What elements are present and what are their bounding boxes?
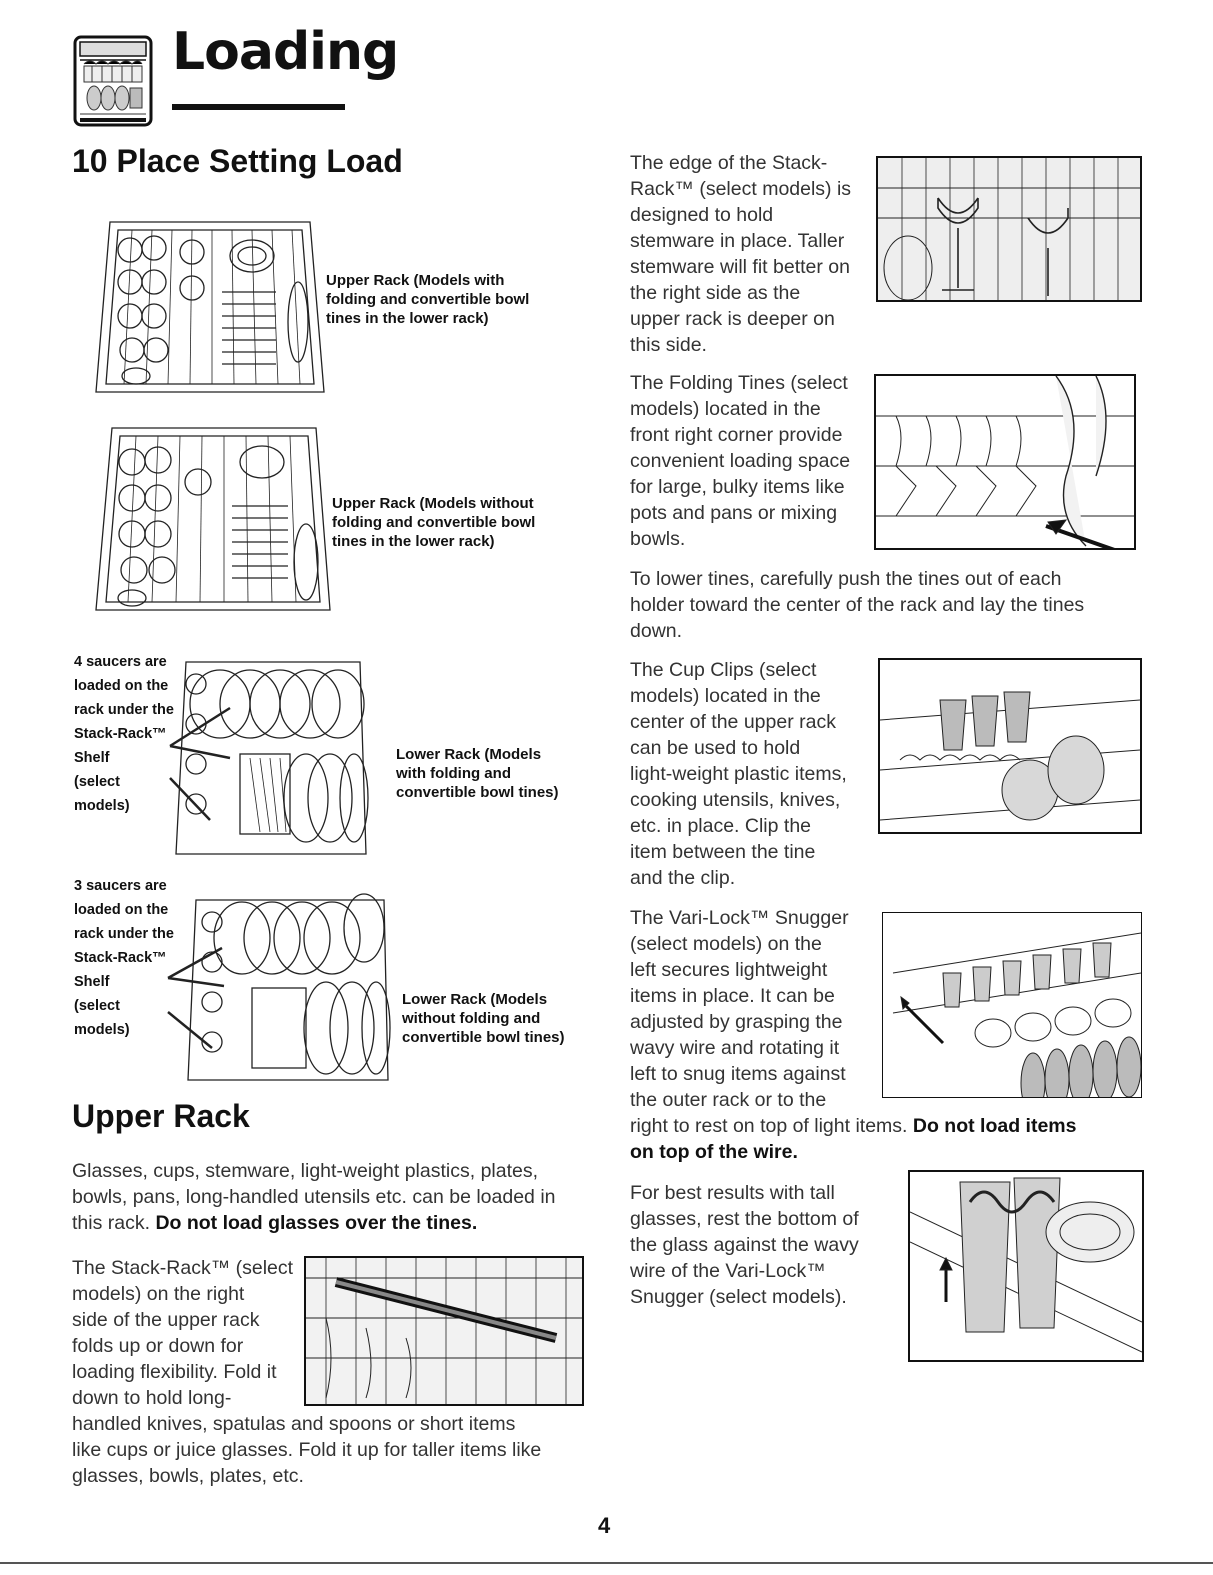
saucers-4-line: loaded on the [74,678,169,694]
upper-rack-warning: Do not load glasses over the tines. [155,1212,478,1234]
saucers-3-line: models) [74,1022,130,1038]
paragraph-line: designed to hold [630,204,774,226]
upper-rack-nofolding-illustration [92,422,336,622]
stack-rack-paragraph-continued [72,1411,592,1489]
lower-tines-paragraph [630,566,1150,644]
stack-rack-folding-figure [304,1256,584,1406]
paragraph-line: cooking utensils, knives, [630,789,841,811]
saucers-4-line: models) [74,798,130,814]
saucers-3-line: (select [74,998,120,1014]
paragraph-line: The edge of the Stack- [630,152,828,174]
caption-upper-rack-nofolding: Upper Rack (Models without folding and convertible bowl tines in the lower rack) [332,495,536,550]
folding-tines-paragraph [630,370,880,552]
paragraph-line: adjusted by grasping the [630,1011,843,1033]
vari-lock-paragraph [630,905,886,1113]
paragraph-line: models) located in the [630,398,821,420]
paragraph-line: stemware will fit better on [630,256,850,278]
paragraph-line: bowls. [630,528,686,550]
paragraph-line: the outer rack or to the [630,1089,827,1111]
paragraph-line: pots and pans or mixing [630,502,838,524]
paragraph-line: the glass against the wavy [630,1234,859,1256]
paragraph-line: item between the tine [630,841,816,863]
paragraph-line: glasses, bowls, plates, etc. [72,1465,304,1487]
paragraph-line: stemware in place. Taller [630,230,845,252]
upper-rack-intro-text: Glasses, cups, stemware, light-weight plastics, plates, bowls, pans, long-handled utensils etc. can be loaded in this rack. [72,1160,556,1234]
paragraph-line: for large, bulky items like [630,476,845,498]
saucers-3-line: loaded on the [74,902,169,918]
saucers-4-line: (select [74,774,120,790]
paragraph-line: handled knives, spatulas and spoons or short items [72,1413,516,1435]
paragraph-line: The Folding Tines (select [630,372,848,394]
saucers-3-line: Shelf [74,974,110,990]
paragraph-line: the right side as the [630,282,801,304]
paragraph-line: etc. in place. Clip the [630,815,812,837]
vari-lock-warning-1: Do not load items [912,1115,1077,1137]
lower-rack-nofolding-illustration [112,888,400,1088]
paragraph-line: (select models) on the [630,933,822,955]
lower-rack-folding-illustration [110,648,372,864]
stack-rack-paragraph [72,1255,312,1411]
paragraph-line: down to hold long- [72,1387,232,1409]
vari-lock-snugger-figure [882,912,1142,1098]
tall-glasses-figure [908,1170,1144,1362]
paragraph-line: left secures lightweight [630,959,828,981]
upper-rack-folding-illustration [92,212,328,402]
paragraph-line: The Vari-Lock™ Snugger [630,907,849,929]
paragraph-line: For best results with tall [630,1182,835,1204]
vari-lock-paragraph-continued [630,1113,1150,1165]
page-title: Loading [172,22,399,82]
paragraph-line: The Stack-Rack™ (select [72,1257,294,1279]
section-title-upper-rack: Upper Rack [72,1098,250,1134]
paragraph-line: left to snug items against [630,1063,846,1085]
paragraph-line: Snugger (select models). [630,1286,847,1308]
paragraph-line: convenient loading space [630,450,851,472]
cup-clips-paragraph [630,657,880,891]
dishwasher-icon [72,34,154,128]
bottom-rule [0,1562,1213,1564]
section-title-load: 10 Place Setting Load [72,143,403,179]
paragraph-line: light-weight plastic items, [630,763,847,785]
saucers-4-line: 4 saucers are [74,654,167,670]
paragraph-line: like cups or juice glasses. Fold it up for taller items like [72,1439,542,1461]
paragraph-line: wire of the Vari-Lock™ [630,1260,826,1282]
saucers-3-line: 3 saucers are [74,878,167,894]
tall-glasses-paragraph [630,1180,886,1310]
caption-lower-rack-nofolding: Lower Rack (Models without folding and convertible bowl tines) [402,991,565,1046]
paragraph-line: wavy wire and rotating it [630,1037,840,1059]
paragraph-line: front right corner provide [630,424,843,446]
paragraph-line: glasses, rest the bottom of [630,1208,859,1230]
paragraph-line: this side. [630,334,707,356]
cup-clips-figure [878,658,1142,834]
vari-lock-warning-2: on top of the wire. [630,1141,798,1163]
paragraph-line: and the clip. [630,867,736,889]
paragraph-line: models) on the right [72,1283,245,1305]
saucers-4-line: Shelf [74,750,110,766]
caption-upper-rack-folding: Upper Rack (Models with folding and convertible bowl tines in the lower rack) [326,272,530,327]
paragraph-line: The Cup Clips (select [630,659,817,681]
paragraph-line: holder toward the center of the rack and lay the tines [630,594,1085,616]
paragraph-line: side of the upper rack [72,1309,260,1331]
stemware-paragraph [630,150,880,358]
saucers-4-line: Stack-Rack™ [74,726,167,742]
paragraph-line: down. [630,620,683,642]
paragraph-line: To lower tines, carefully push the tines out of each [630,568,1062,590]
title-underline [172,104,345,110]
paragraph-line: loading flexibility. Fold it [72,1361,277,1383]
paragraph-line: folds up or down for [72,1335,244,1357]
stemware-figure [876,156,1142,302]
saucers-4-line: rack under the [74,702,174,718]
vari-lock-rest: right to rest on top of light items. [630,1115,908,1137]
folding-tines-figure [874,374,1136,550]
caption-lower-rack-folding: Lower Rack (Models with folding and convertible bowl tines) [396,746,559,801]
paragraph-line: Rack™ (select models) is [630,178,852,200]
paragraph-line: models) located in the [630,685,821,707]
paragraph-line: can be used to hold [630,737,801,759]
paragraph-line: center of the upper rack [630,711,836,733]
paragraph-line: items in place. It can be [630,985,835,1007]
upper-rack-intro [72,1158,582,1236]
saucers-3-line: Stack-Rack™ [74,950,167,966]
paragraph-line [630,1113,1150,1139]
saucers-3-line: rack under the [74,926,174,942]
page-number: 4 [598,1513,611,1538]
paragraph-line: upper rack is deeper on [630,308,835,330]
